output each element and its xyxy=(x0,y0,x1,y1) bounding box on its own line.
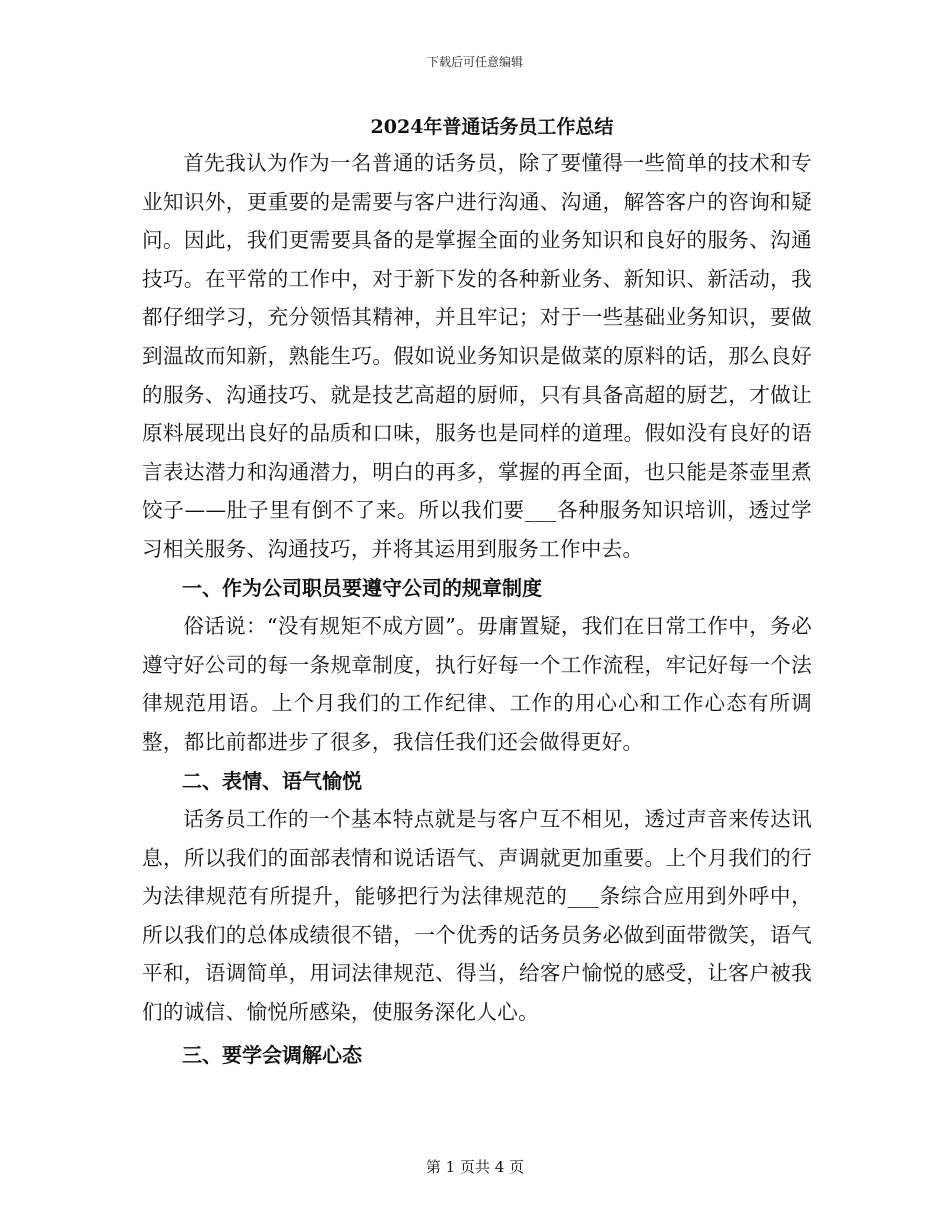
header-note: 下载后可任意编辑 xyxy=(426,55,523,69)
intro-paragraph: 首先我认为作为一名普通的话务员，除了要懂得一些简单的技术和专业知识外，更重要的是需要与客户进行沟通、沟通，解答客户的咨询和疑问。因此，我们更需要具备的是掌握全面的业务知识和良好的服务、沟通技巧。在平常的工作中，对于新下发的各种新业务、新知识、新活动，我都仔细学习，充分领悟其精神，并且牢记；对于一些基础业务知识，要做到温故而知新，熟能生巧。假如说业务知识是做菜的原料的话，那么良好的服务、沟通技巧、就是技艺高超的厨师，只有具备高超的厨艺，才做让原料展现出良好的品质和口味，服务也是同样的道理。假如没有良好的语言表达潜力和沟通潜力，明白的再多，掌握的再全面，也只能是茶壶里煮饺子——肚子里有倒不了来。所以我们要___各种服务知识培训，透过学习相关服务、沟通技巧，并将其运用到服务工作中去。 xyxy=(142,151,812,561)
section-heading-mindset: 三、要学会调解心态 xyxy=(182,1042,362,1067)
document-body xyxy=(142,110,812,1074)
section-paragraph-rules: 俗话说：“没有规矩不成方圆”。毋庸置疑，我们在日常工作中，务必遵守好公司的每一条规章制度，执行好每一个工作流程，牢记好每一个法律规范用语。上个月我们的工作纪律、工作的用心心和工作心态有所调整，都比前都进步了很多，我信任我们还会做得更好。 xyxy=(142,614,812,754)
section-heading-expression: 二、表情、语气愉悦 xyxy=(182,768,362,793)
page-indicator: 第 1 页共 4 页 xyxy=(425,1158,525,1176)
section-paragraph-expression: 话务员工作的一个基本特点就是与客户互不相见，透过声音来传达讯息，所以我们的面部表情和说话语气、声调就更加重要。上个月我们的行为法律规范有所提升，能够把行为法律规范的___条综合应用到外呼中，所以我们的总体成绩很不错，一个优秀的话务员务必做到面带微笑，语气平和，语调简单，用词法律规范、得当，给客户愉悦的感受，让客户被我们的诚信、愉悦所感染，使服务深化人心。 xyxy=(142,807,812,1025)
document-title: 2024年普通话务员工作总结 xyxy=(370,116,614,138)
section-heading-rules: 一、作为公司职员要遵守公司的规章制度 xyxy=(182,575,542,600)
